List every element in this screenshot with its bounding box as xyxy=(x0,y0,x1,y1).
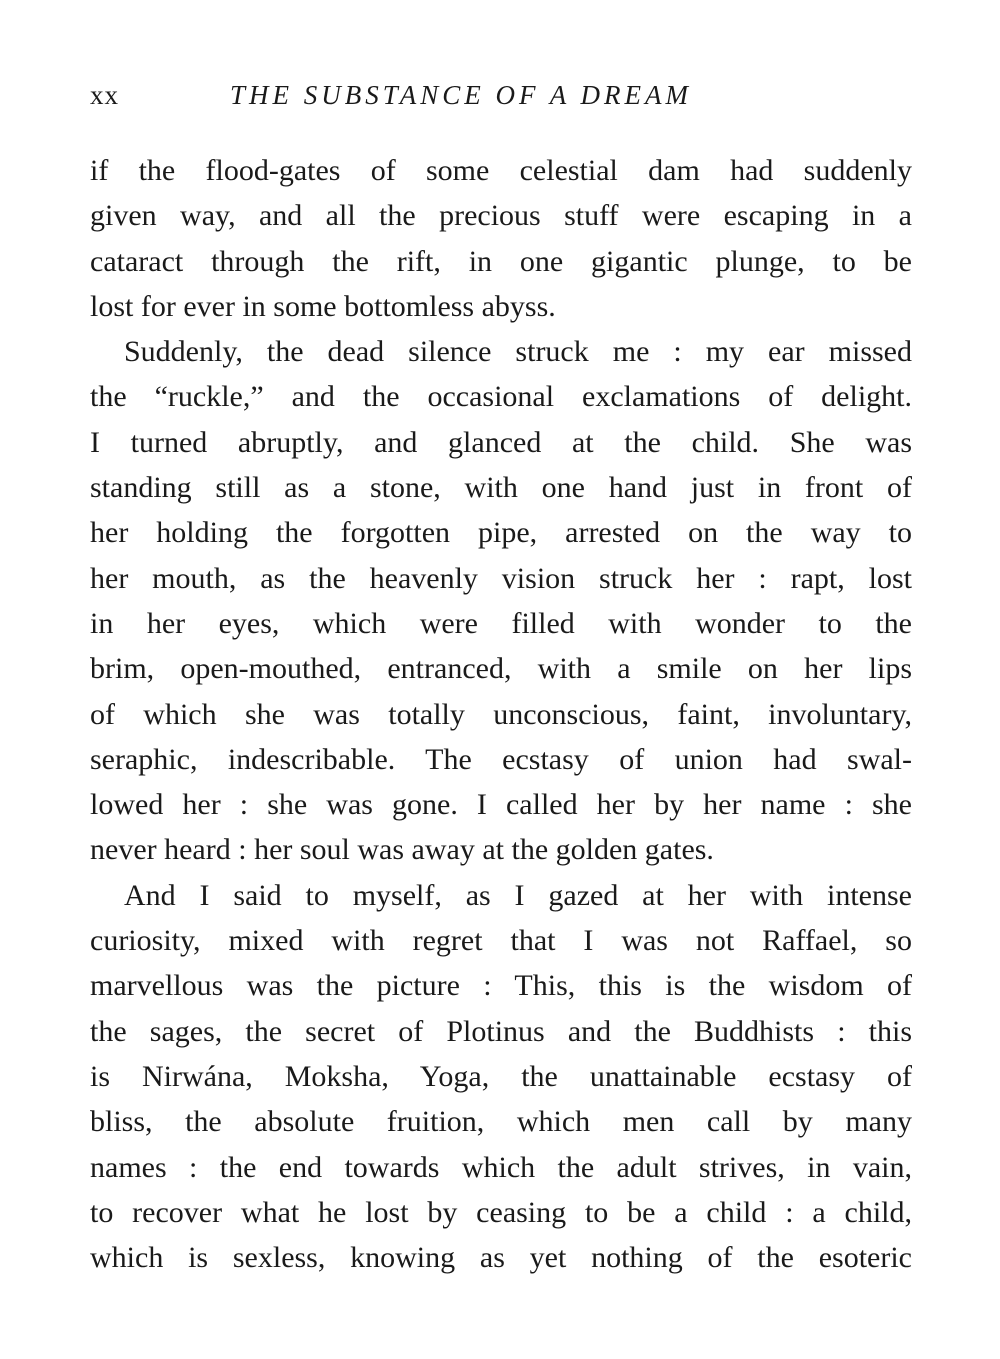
text-line: Suddenly, the dead silence struck me : my ear missed xyxy=(124,335,912,369)
text-line: the “ruckle,” and the occasional exclamations of delight. xyxy=(90,380,912,414)
text-line: And I said to myself, as I gazed at her with intense xyxy=(124,878,912,912)
text-line: names : the end towards which the adult strives, in vain, xyxy=(90,1150,912,1184)
text-line: curiosity, mixed with regret that I was not Raffael, so xyxy=(90,924,912,958)
running-title: THE SUBSTANCE OF A DREAM xyxy=(230,80,692,110)
text-line: never heard : her soul was away at the golden gates. xyxy=(90,833,714,867)
text-line: lowed her : she was gone. I called her by her name : she xyxy=(90,788,912,822)
text-line: which is sexless, knowing as yet nothing of the esoteric xyxy=(90,1241,912,1275)
text-line: her mouth, as the heavenly vision struck her : rapt, lost xyxy=(90,561,912,595)
text-line: seraphic, indescribable. The ecstasy of union had swal- xyxy=(90,742,912,776)
text-line: brim, open-mouthed, entranced, with a smile on her lips xyxy=(90,652,912,686)
text-line: her holding the forgotten pipe, arrested on the way to xyxy=(90,516,912,550)
text-line: given way, and all the precious stuff were escaping in a xyxy=(90,199,912,233)
text-line: is Nirwána, Moksha, Yoga, the unattainable ecstasy of xyxy=(90,1059,912,1093)
text-line: in her eyes, which were filled with wonder to the xyxy=(90,606,912,640)
text-line: I turned abruptly, and glanced at the child. She was xyxy=(90,425,912,459)
text-line: to recover what he lost by ceasing to be a child : a child, xyxy=(90,1195,912,1229)
text-line: lost for ever in some bottomless abyss. xyxy=(90,289,556,323)
text-line: of which she was totally unconscious, faint, involuntary, xyxy=(90,697,912,731)
body-text xyxy=(90,148,912,1280)
text-line: marvellous was the picture : This, this is the wisdom of xyxy=(90,969,912,1003)
running-head xyxy=(90,80,910,120)
page-number: xx xyxy=(90,80,119,110)
text-line: the sages, the secret of Plotinus and the Buddhists : this xyxy=(90,1014,912,1048)
text-line: if the flood-gates of some celestial dam had suddenly xyxy=(90,154,912,187)
text-line: bliss, the absolute fruition, which men call by many xyxy=(90,1105,912,1139)
text-line: cataract through the rift, in one gigantic plunge, to be xyxy=(90,244,912,278)
text-line: standing still as a stone, with one hand just in front of xyxy=(90,471,912,505)
